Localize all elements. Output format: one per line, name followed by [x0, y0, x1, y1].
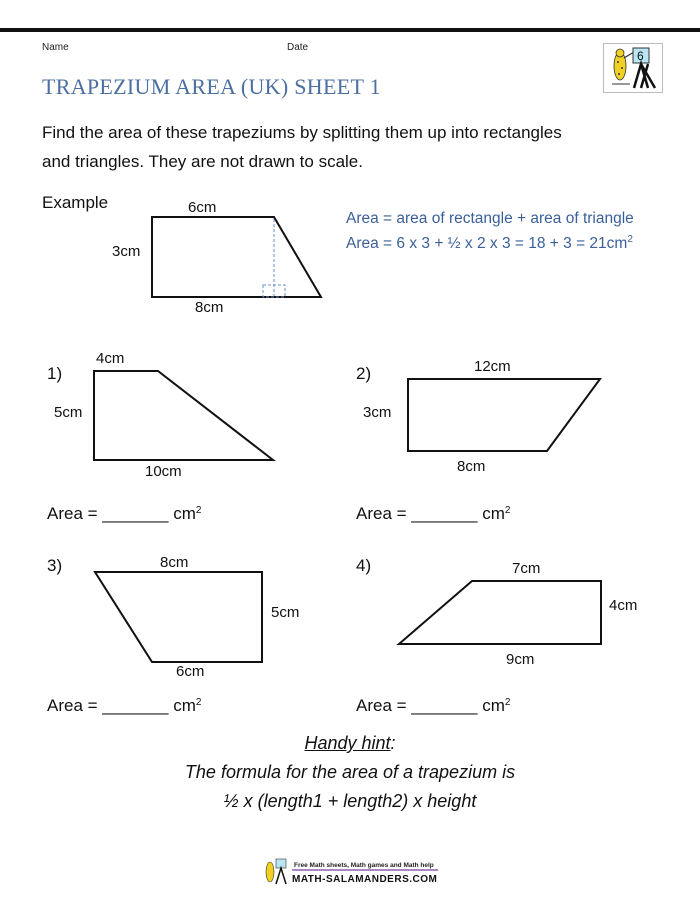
q2-number: 2): [356, 364, 372, 383]
hint-line-2: ½ x (length1 + length2) x height: [223, 791, 477, 811]
page-title: TRAPEZIUM AREA (UK) SHEET 1: [42, 74, 381, 99]
example-trapezium: [152, 217, 321, 297]
instructions-line-2: and triangles. They are not drawn to scale.: [42, 152, 363, 171]
svg-text:Free Math sheets, Math games a: Free Math sheets, Math games and Math help: [294, 862, 434, 869]
q2-height: 3cm: [363, 404, 392, 421]
q4-top-length: 7cm: [512, 560, 541, 577]
q3-number: 3): [47, 556, 63, 575]
q4-area-answer[interactable]: Area = _______ $cm^2$: [356, 696, 511, 715]
q4-height: 4cm: [609, 597, 638, 614]
hint-line-1: The formula for the area of a trapezium is: [184, 762, 516, 782]
q1-height: 5cm: [54, 404, 83, 421]
example-bottom-length: 8cm: [195, 299, 224, 316]
q2-top-length: 12cm: [474, 358, 511, 375]
q2-bottom-length: 8cm: [457, 458, 486, 475]
q4-trapezium: [399, 581, 601, 644]
example-height: 3cm: [112, 243, 141, 260]
example-formula-line-2: Area = 6 x 3 + ½ x 2 x $3 = 18 + 3 = 21cm^2$: [346, 234, 633, 252]
q4-number: 4): [356, 556, 372, 575]
example-label: Example: [42, 193, 109, 212]
q4-bottom-length: 9cm: [506, 651, 535, 668]
q3-bottom-length: 6cm: [176, 663, 205, 680]
svg-text:MATH-SALAMANDERS.COM: MATH-SALAMANDERS.COM: [292, 874, 438, 885]
q1-area-answer[interactable]: Area = _______ $cm^2$: [47, 504, 202, 523]
q1-bottom-length: 10cm: [145, 463, 182, 480]
q3-area-answer[interactable]: Area = _______ $cm^2$: [47, 696, 202, 715]
instructions-line-1: Find the area of these trapeziums by splitting them up into rectangles: [42, 123, 562, 142]
date-label: Date: [287, 42, 309, 53]
q3-trapezium: [95, 572, 262, 662]
q3-top-length: 8cm: [160, 554, 189, 571]
footer-logo[interactable]: [262, 857, 440, 885]
svg-text:6: 6: [637, 49, 644, 63]
salamander-footer-icon: [262, 857, 440, 885]
hint-heading: Handy hint:: [304, 733, 396, 753]
example-top-length: 6cm: [188, 199, 217, 216]
name-label: Name: [42, 42, 69, 53]
q1-trapezium: [94, 371, 273, 460]
q1-top-length: 4cm: [96, 350, 125, 367]
q2-area-answer[interactable]: Area = _______ $cm^2$: [356, 504, 511, 523]
example-formula-line-1: Area = area of rectangle + area of triangle: [346, 210, 634, 227]
q1-number: 1): [47, 364, 63, 383]
q3-height: 5cm: [271, 604, 300, 621]
q2-trapezium: [408, 379, 600, 451]
